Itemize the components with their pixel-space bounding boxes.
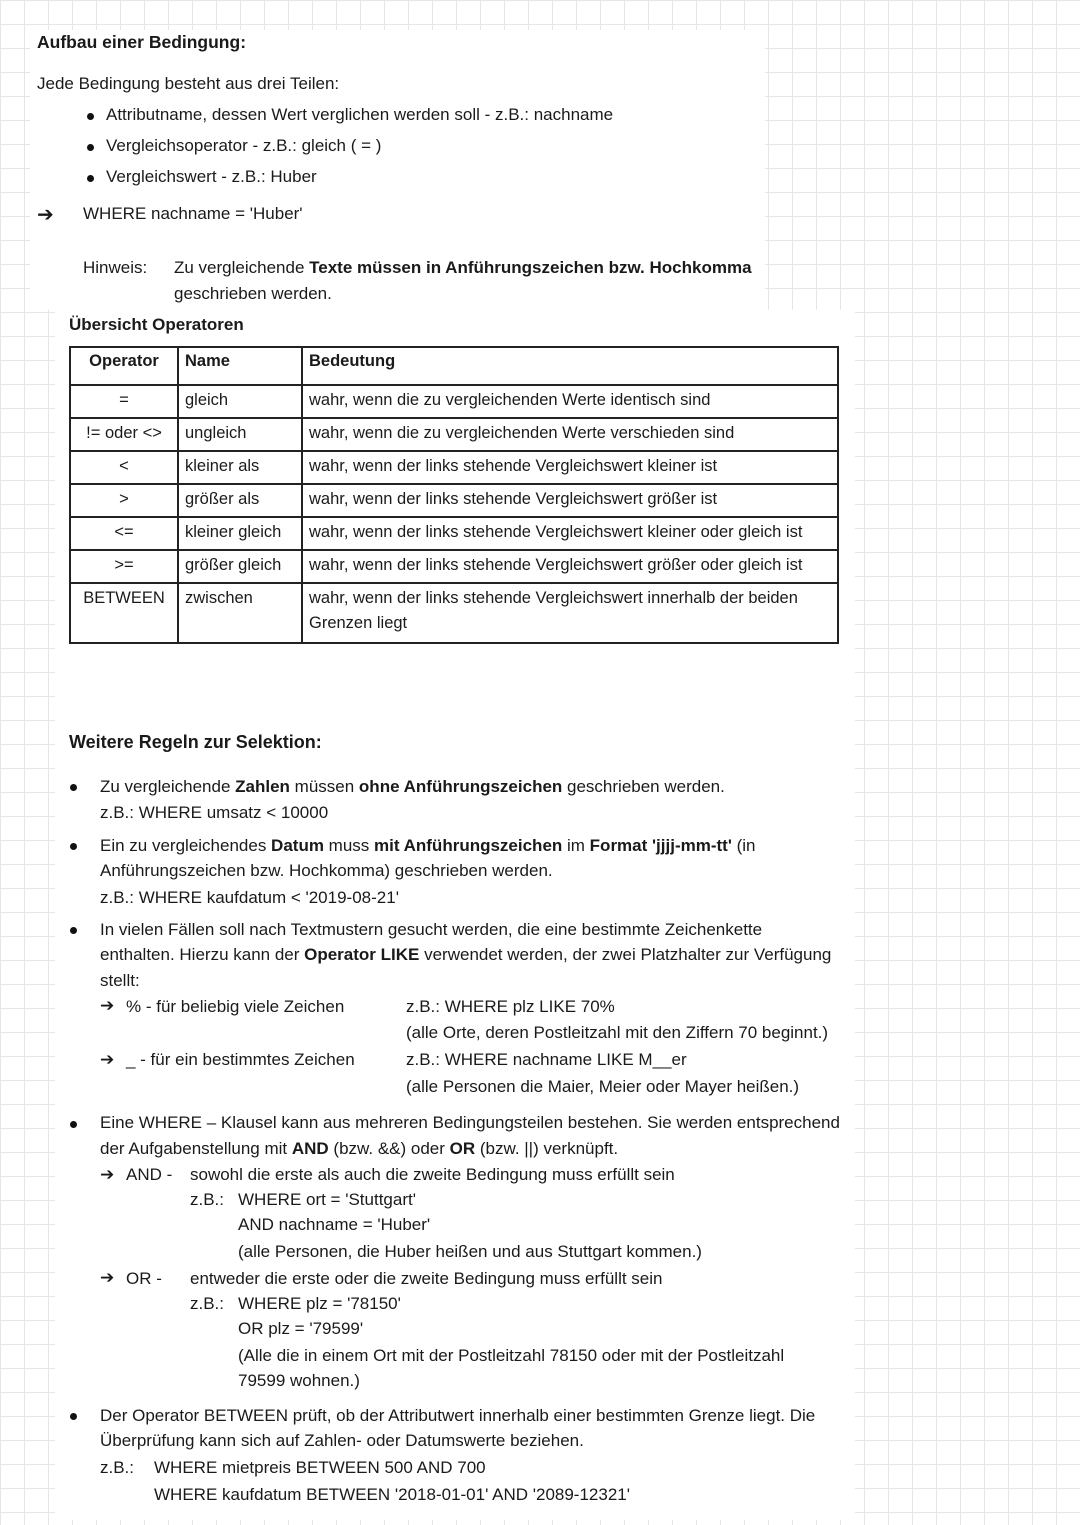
rule-like-line3: stellt:: [100, 971, 140, 990]
hint-label: Hinweis:: [83, 258, 148, 277]
table-cell: wahr, wenn der links stehende Vergleichswert kleiner oder gleich ist: [302, 517, 838, 550]
or-zb-label: z.B.:: [190, 1294, 225, 1313]
table-cell: >=: [70, 550, 178, 583]
rule-text: der Aufgabenstellung mit: [100, 1139, 292, 1158]
table-cell: größer als: [178, 484, 302, 517]
arrow-right-icon: ➔: [100, 996, 115, 1015]
table-header: Bedeutung: [302, 347, 838, 385]
rule-emphasis: OR: [449, 1139, 476, 1158]
and-example-line1: WHERE ort = 'Stuttgart': [238, 1190, 416, 1209]
table-cell: wahr, wenn der links stehende Vergleichswert kleiner ist: [302, 451, 838, 484]
table-cell: =: [70, 385, 178, 418]
rule-between-line2: Überprüfung kann sich auf Zahlen- oder Datumswerte beziehen.: [100, 1431, 584, 1450]
table-cell: <=: [70, 517, 178, 550]
rule-text: Ein zu vergleichendes: [100, 836, 272, 855]
bullet-icon: [70, 843, 77, 850]
list-item: Vergleichswert - z.B.: Huber: [106, 167, 317, 186]
table-cell: gleich: [178, 385, 302, 418]
table-row: [70, 517, 838, 550]
table-row: [70, 385, 838, 418]
list-item: Vergleichsoperator - z.B.: gleich ( = ): [106, 136, 382, 155]
rule-text: müssen: [289, 777, 359, 796]
bullet-icon: [70, 1413, 77, 1420]
rule-emphasis: ohne Anführungszeichen: [358, 777, 563, 796]
or-note-line2: 79599 wohnen.): [238, 1371, 360, 1390]
hint-text-line1: [174, 258, 752, 278]
table-cell: BETWEEN: [70, 583, 178, 643]
placeholder-underscore-note: (alle Personen die Maier, Meier oder Mayer heißen.): [406, 1077, 800, 1096]
rule-emphasis: Format 'jjjj-mm-tt': [589, 836, 732, 855]
rule-andor-line2: [100, 1139, 618, 1159]
placeholder-percent-example: z.B.: WHERE plz LIKE 70%: [406, 997, 615, 1016]
rule-emphasis: Datum: [271, 836, 324, 855]
rule-like-line1: In vielen Fällen soll nach Textmustern gesucht werden, die eine bestimmte Zeichenkette: [100, 920, 763, 939]
and-note: (alle Personen, die Huber heißen und aus Stuttgart kommen.): [238, 1242, 702, 1261]
arrow-right-icon: ➔: [100, 1050, 115, 1069]
rule-date-example: z.B.: WHERE kaufdatum < '2019-08-21': [100, 888, 399, 907]
and-label: AND -: [126, 1165, 173, 1184]
table-row: [70, 550, 838, 583]
table-cell: ungleich: [178, 418, 302, 451]
or-example-line1: WHERE plz = '78150': [238, 1294, 401, 1313]
list-item: Attributname, dessen Wert verglichen werden soll - z.B.: nachname: [106, 105, 614, 124]
between-example-line1: WHERE mietpreis BETWEEN 500 AND 700: [154, 1458, 486, 1477]
hint-text: Zu vergleichende: [174, 258, 310, 277]
table-row: [70, 451, 838, 484]
rule-emphasis: Operator LIKE: [304, 945, 420, 964]
table-cell: wahr, wenn die zu vergleichenden Werte identisch sind: [302, 385, 838, 418]
placeholder-underscore-label: _ - für ein bestimmtes Zeichen: [126, 1050, 355, 1069]
rule-numbers-text: [100, 777, 725, 797]
rule-date-text: [100, 836, 756, 856]
rule-like-line2: [100, 945, 831, 965]
table-cell: kleiner gleich: [178, 517, 302, 550]
table-row: [70, 484, 838, 517]
bullet-icon: [87, 113, 94, 120]
table-cell: >: [70, 484, 178, 517]
table-cell: wahr, wenn der links stehende Vergleichswert größer oder gleich ist: [302, 550, 838, 583]
example-where: WHERE nachname = 'Huber': [83, 204, 303, 223]
table-cell: wahr, wenn der links stehende Vergleichswert größer ist: [302, 484, 838, 517]
rule-text: (bzw. &&) oder: [328, 1139, 450, 1158]
section-title: Aufbau einer Bedingung:: [37, 32, 247, 52]
rule-text: Zu vergleichende: [100, 777, 236, 796]
hint-emphasis: Texte müssen in Anführungszeichen bzw. Hochkomma: [309, 258, 752, 277]
rule-text: geschrieben werden.: [562, 777, 725, 796]
hint-text-line2: geschrieben werden.: [174, 284, 332, 303]
table-header: Name: [178, 347, 302, 385]
table-cell: <: [70, 451, 178, 484]
or-description: entweder die erste oder die zweite Bedingung muss erfüllt sein: [190, 1269, 663, 1288]
arrow-right-icon: ➔: [100, 1268, 115, 1287]
bullet-icon: [70, 927, 77, 934]
rules-title: Weitere Regeln zur Selektion:: [69, 732, 322, 752]
arrow-right-icon: ➔: [100, 1165, 115, 1184]
and-zb-label: z.B.:: [190, 1190, 225, 1209]
placeholder-percent-note: (alle Orte, deren Postleitzahl mit den Ziffern 70 beginnt.): [406, 1023, 829, 1042]
or-note-line1: (Alle die in einem Ort mit der Postleitzahl 78150 oder mit der Postleitzahl: [238, 1346, 785, 1365]
rule-emphasis: AND: [291, 1139, 329, 1158]
rule-emphasis: Zahlen: [235, 777, 290, 796]
table-cell: wahr, wenn der links stehende Vergleichswert innerhalb der beiden Grenzen liegt: [302, 583, 838, 643]
rule-text: (bzw. ||) verknüpft.: [475, 1139, 619, 1158]
table-cell: zwischen: [178, 583, 302, 643]
rule-text: (in: [731, 836, 756, 855]
rule-date-text-line2: Anführungszeichen bzw. Hochkomma) geschrieben werden.: [100, 861, 553, 880]
between-example-line2: WHERE kaufdatum BETWEEN '2018-01-01' AND '2089-12321': [154, 1485, 630, 1504]
operators-table: [69, 346, 839, 644]
rule-text: muss: [323, 836, 375, 855]
or-example-line2: OR plz = '79599': [238, 1319, 364, 1338]
bullet-icon: [87, 175, 94, 182]
rule-between-line1: Der Operator BETWEEN prüft, ob der Attributwert innerhalb einer bestimmten Grenze liegt. Die: [100, 1406, 816, 1425]
table-cell: kleiner als: [178, 451, 302, 484]
rule-text: verwendet werden, der zwei Platzhalter zur Verfügung: [419, 945, 832, 964]
arrow-right-icon: ➔: [37, 204, 54, 226]
rule-text: im: [562, 836, 590, 855]
bullet-icon: [70, 784, 77, 791]
table-row: [70, 418, 838, 451]
table-cell: wahr, wenn die zu vergleichenden Werte verschieden sind: [302, 418, 838, 451]
table-header: Operator: [70, 347, 178, 385]
rule-andor-line1: Eine WHERE – Klausel kann aus mehreren Bedingungsteilen bestehen. Sie werden entsprechend: [100, 1113, 840, 1132]
table-cell: != oder <>: [70, 418, 178, 451]
placeholder-percent-label: % - für beliebig viele Zeichen: [126, 997, 345, 1016]
and-description: sowohl die erste als auch die zweite Bedingung muss erfüllt sein: [190, 1165, 675, 1184]
operators-title: Übersicht Operatoren: [69, 315, 244, 334]
table-row: [70, 583, 838, 643]
or-label: OR -: [126, 1269, 162, 1288]
table-header-row: [70, 347, 838, 385]
rule-text: enthalten. Hierzu kann der: [100, 945, 305, 964]
and-example-line2: AND nachname = 'Huber': [238, 1215, 431, 1234]
bullet-icon: [87, 144, 94, 151]
rule-numbers-example: z.B.: WHERE umsatz < 10000: [100, 803, 329, 822]
bullet-icon: [70, 1121, 77, 1128]
rule-emphasis: mit Anführungszeichen: [374, 836, 563, 855]
table-cell: größer gleich: [178, 550, 302, 583]
section-intro: Jede Bedingung besteht aus drei Teilen:: [37, 74, 340, 93]
placeholder-underscore-example: z.B.: WHERE nachname LIKE M__er: [406, 1050, 687, 1069]
between-zb-label: z.B.:: [100, 1458, 135, 1477]
